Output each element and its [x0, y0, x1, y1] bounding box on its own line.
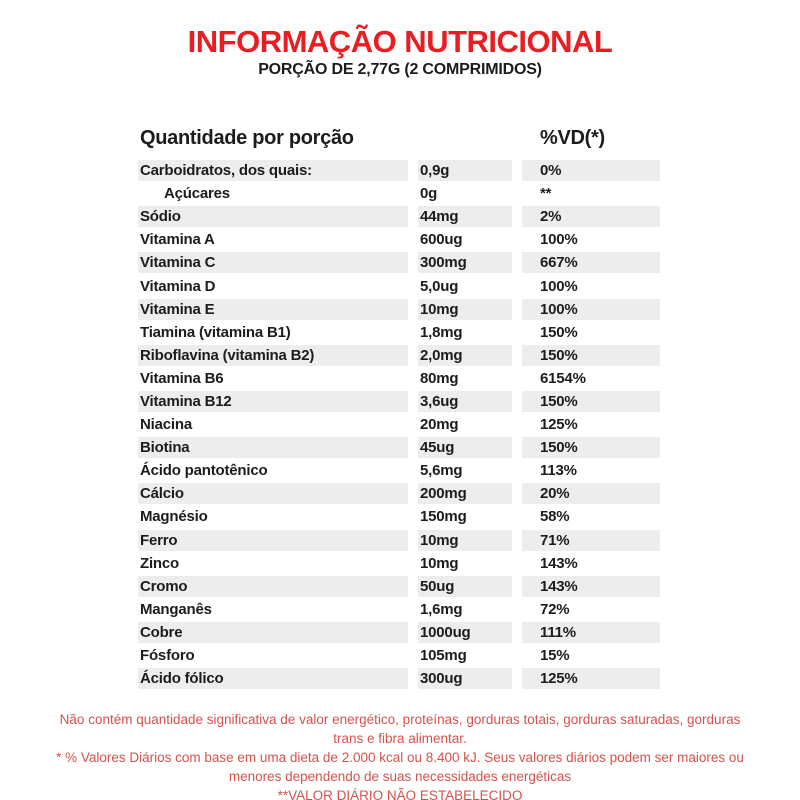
table-row — [138, 530, 660, 553]
table-header-row — [138, 122, 660, 154]
nutrient-name: Ácido pantotênico — [140, 462, 268, 480]
table-row — [138, 183, 660, 206]
nutrient-amount: 5,0ug — [420, 277, 459, 295]
nutrient-name: Vitamina D — [140, 277, 216, 295]
table-body — [138, 160, 660, 691]
footnote-line: Não contém quantidade significativa de valor energético, proteínas, gorduras totais, gorduras saturadas, gorduras — [59, 712, 741, 727]
nutrient-amount: 3,6ug — [418, 391, 512, 412]
nutrient-name: Ácido fólico — [138, 668, 408, 689]
nutrient-amount: 20mg — [420, 416, 459, 434]
nutrient-daily-value: 71% — [522, 530, 660, 551]
table-row — [138, 368, 660, 391]
nutrient-daily-value: 6154% — [540, 369, 586, 387]
nutrient-name: Vitamina C — [138, 252, 408, 273]
nutrient-daily-value: 150% — [540, 323, 578, 341]
table-row — [138, 506, 660, 529]
nutrient-name: Carboidratos, dos quais: — [138, 160, 408, 181]
table-row — [138, 345, 660, 368]
nutrient-name: Ferro — [138, 530, 408, 551]
nutrient-amount: 1000ug — [418, 622, 512, 643]
table-row — [138, 668, 660, 691]
nutrient-amount: 0g — [420, 185, 438, 203]
nutrient-name: Tiamina (vitamina B1) — [140, 323, 291, 341]
nutrient-name: Sódio — [138, 206, 408, 227]
nutrient-daily-value: 2% — [522, 206, 660, 227]
table-row — [138, 483, 660, 506]
nutrient-name: Zinco — [140, 554, 179, 572]
nutrient-amount: 200mg — [418, 483, 512, 504]
nutrient-name: Manganês — [140, 600, 212, 618]
nutrient-name: Cálcio — [138, 483, 408, 504]
table-row — [138, 160, 660, 183]
nutrient-amount: 50ug — [418, 576, 512, 597]
nutrient-amount: 2,0mg — [418, 345, 512, 366]
quantity-per-serving-header: Quantidade por porção — [140, 126, 354, 149]
table-row — [138, 645, 660, 668]
nutrition-label — [0, 24, 800, 800]
nutrient-amount: 5,6mg — [420, 462, 463, 480]
nutrient-amount: 105mg — [420, 647, 467, 665]
nutrition-table — [138, 122, 660, 691]
nutrient-daily-value: 150% — [522, 437, 660, 458]
nutrient-name: Vitamina A — [140, 231, 215, 249]
nutrient-daily-value: 113% — [540, 462, 577, 480]
nutrient-daily-value: 125% — [540, 416, 578, 434]
table-row — [138, 622, 660, 645]
table-row — [138, 391, 660, 414]
nutrient-name: Cromo — [138, 576, 408, 597]
nutrient-daily-value: 72% — [540, 600, 570, 618]
nutrient-daily-value: 100% — [522, 299, 660, 320]
nutrient-name: Magnésio — [140, 508, 208, 526]
table-row — [138, 275, 660, 298]
table-row — [138, 576, 660, 599]
nutrient-daily-value: 150% — [522, 391, 660, 412]
nutrient-daily-value: 125% — [522, 668, 660, 689]
nutrient-daily-value: 15% — [540, 647, 570, 665]
nutrient-amount: 1,8mg — [420, 323, 463, 341]
nutrient-name: Açúcares — [164, 185, 230, 203]
nutrient-amount: 600ug — [420, 231, 463, 249]
table-row — [138, 322, 660, 345]
nutrient-name: Vitamina B6 — [140, 369, 224, 387]
nutrient-amount: 10mg — [418, 530, 512, 551]
serving-size-subtitle: PORÇÃO DE 2,77G (2 COMPRIMIDOS) — [258, 61, 542, 78]
nutrient-amount: 300mg — [418, 252, 512, 273]
nutrient-daily-value: 143% — [540, 554, 578, 572]
nutrient-amount: 10mg — [420, 554, 459, 572]
daily-value-header: %VD(*) — [540, 126, 605, 149]
nutrient-daily-value: 100% — [540, 231, 578, 249]
nutrient-amount: 0,9g — [418, 160, 512, 181]
nutrient-amount: 150mg — [420, 508, 467, 526]
footnote-line: * % Valores Diários com base em uma dieta de 2.000 kcal ou 8.400 kJ. Seus valores diários podem ser maiores ou — [56, 750, 744, 765]
table-row — [138, 299, 660, 322]
nutrient-daily-value: 20% — [522, 483, 660, 504]
nutrient-amount: 10mg — [418, 299, 512, 320]
footnote-line: trans e fibra alimentar. — [333, 731, 467, 746]
page-title: INFORMAÇÃO NUTRICIONAL — [187, 24, 613, 59]
table-row — [138, 414, 660, 437]
nutrient-name: Vitamina B12 — [138, 391, 408, 412]
nutrient-daily-value: 111% — [522, 622, 660, 643]
footnotes — [0, 710, 800, 800]
nutrient-name: Riboflavina (vitamina B2) — [138, 345, 408, 366]
nutrient-daily-value: ** — [540, 185, 552, 203]
nutrient-name: Vitamina E — [138, 299, 408, 320]
nutrient-amount: 300ug — [418, 668, 512, 689]
nutrient-name: Biotina — [138, 437, 408, 458]
nutrient-daily-value: 58% — [540, 508, 570, 526]
nutrient-daily-value: 0% — [522, 160, 660, 181]
table-row — [138, 553, 660, 576]
table-row — [138, 599, 660, 622]
nutrient-daily-value: 667% — [522, 252, 660, 273]
footnote-line: **VALOR DIÁRIO NÃO ESTABELECIDO — [277, 788, 523, 800]
table-row — [138, 229, 660, 252]
table-row — [138, 460, 660, 483]
table-row — [138, 206, 660, 229]
nutrient-amount: 80mg — [420, 369, 459, 387]
nutrient-daily-value: 100% — [540, 277, 578, 295]
table-row — [138, 437, 660, 460]
footnote-line: menores dependendo de suas necessidades energéticas — [228, 769, 572, 784]
table-row — [138, 252, 660, 275]
nutrient-daily-value: 150% — [522, 345, 660, 366]
nutrient-amount: 44mg — [418, 206, 512, 227]
nutrient-name: Niacina — [140, 416, 192, 434]
nutrient-name: Cobre — [138, 622, 408, 643]
nutrient-daily-value: 143% — [522, 576, 660, 597]
nutrient-amount: 1,6mg — [420, 600, 463, 618]
nutrient-amount: 45ug — [418, 437, 512, 458]
nutrient-name: Fósforo — [140, 647, 195, 665]
